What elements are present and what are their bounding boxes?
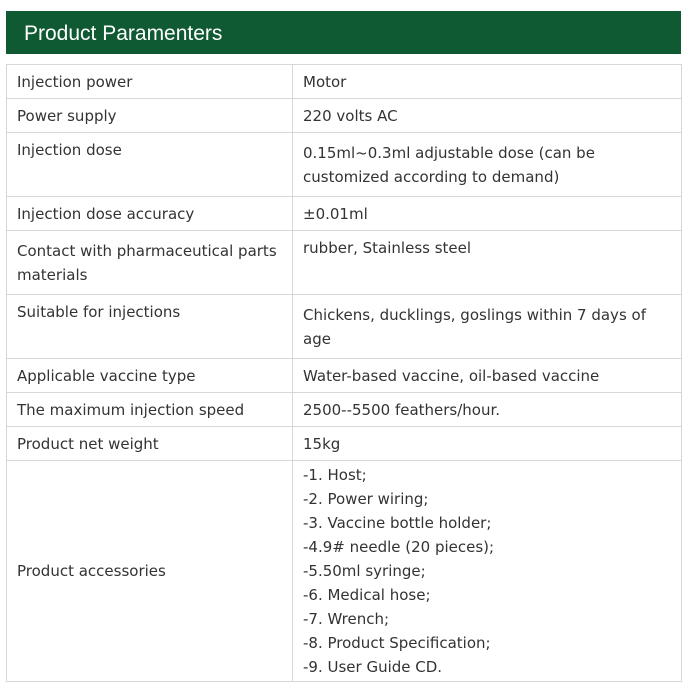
param-label: Injection dose accuracy <box>7 197 293 231</box>
param-label: Contact with pharmaceutical parts materials <box>7 231 293 295</box>
section-title: Product Paramenters <box>24 22 223 45</box>
param-label: Applicable vaccine type <box>7 359 293 393</box>
param-value: 2500--5500 feathers/hour. <box>293 393 682 427</box>
param-label: Suitable for injections <box>7 295 293 359</box>
list-item: -3. Vaccine bottle holder; <box>303 514 492 532</box>
list-item: -6. Medical hose; <box>303 586 431 604</box>
list-item: -2. Power wiring; <box>303 490 429 508</box>
param-label: The maximum injection speed <box>7 393 293 427</box>
table-row <box>7 393 682 427</box>
table-row <box>7 427 682 461</box>
list-item: -1. Host; <box>303 466 367 484</box>
list-item: -7. Wrench; <box>303 610 390 628</box>
accessories-list <box>293 461 682 682</box>
param-label: Product net weight <box>7 427 293 461</box>
table-row <box>7 295 682 359</box>
param-value: Water-based vaccine, oil-based vaccine <box>293 359 682 393</box>
table-row <box>7 231 682 295</box>
list-item: -8. Product Specification; <box>303 634 491 652</box>
table-row <box>7 133 682 197</box>
product-parameters-table <box>6 64 682 682</box>
table-row <box>7 197 682 231</box>
param-label: Product accessories <box>7 461 293 682</box>
param-label: Injection dose <box>7 133 293 197</box>
param-value: 220 volts AC <box>293 99 682 133</box>
list-item: -5.50ml syringe; <box>303 562 426 580</box>
param-value: rubber, Stainless steel <box>293 231 682 295</box>
table-row <box>7 99 682 133</box>
table-row <box>7 461 682 682</box>
table-row <box>7 65 682 99</box>
list-item: -9. User Guide CD. <box>303 658 443 676</box>
param-value: ±0.01ml <box>293 197 682 231</box>
list-item: -4.9# needle (20 pieces); <box>303 538 495 556</box>
param-label: Power supply <box>7 99 293 133</box>
table-row <box>7 359 682 393</box>
param-value: 0.15ml~0.3ml adjustable dose (can be customized according to demand) <box>293 133 682 197</box>
param-label: Injection power <box>7 65 293 99</box>
param-value: Chickens, ducklings, goslings within 7 days of age <box>293 295 682 359</box>
param-value: 15kg <box>293 427 682 461</box>
section-header <box>6 11 681 54</box>
param-value: Motor <box>293 65 682 99</box>
